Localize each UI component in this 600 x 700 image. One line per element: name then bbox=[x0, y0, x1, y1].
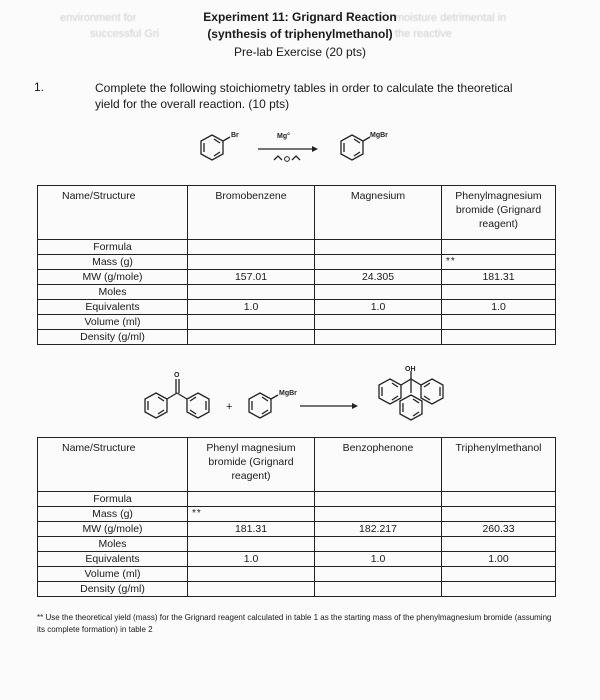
table2-col-benzophenone: Benzophenone bbox=[315, 438, 442, 492]
table-cell[interactable] bbox=[188, 285, 315, 300]
table-cell: 1.0 bbox=[188, 552, 315, 567]
table-cell: 157.01 bbox=[188, 270, 315, 285]
table-cell[interactable] bbox=[315, 537, 442, 552]
table2-col-triphenylmethanol: Triphenylmethanol bbox=[442, 438, 556, 492]
table-cell[interactable] bbox=[188, 492, 315, 507]
table1-corner-cell: Name/Structure bbox=[38, 186, 188, 240]
row-label: Moles bbox=[38, 537, 188, 552]
table-cell[interactable] bbox=[188, 240, 315, 255]
footnote-marker-cell[interactable]: ** bbox=[188, 507, 315, 522]
bleed-through-text-2: moisture detrimental in bbox=[395, 12, 507, 24]
table1-col-grignard: Phenylmagnesium bromide (Grignard reagent) bbox=[442, 186, 556, 240]
table-row bbox=[38, 240, 556, 255]
table2-header-row bbox=[38, 438, 556, 492]
hydroxyl-label: OH bbox=[405, 366, 416, 373]
table-cell[interactable] bbox=[442, 507, 556, 522]
row-label: Formula bbox=[38, 240, 188, 255]
table-row bbox=[38, 270, 556, 285]
row-label: Volume (ml) bbox=[38, 567, 188, 582]
question-text: Complete the following stoichiometry tables in order to calculate the theoretical yield for the overall reaction. (10 pts) bbox=[95, 81, 513, 111]
table-cell[interactable] bbox=[315, 285, 442, 300]
table-cell: 1.0 bbox=[315, 300, 442, 315]
stoichiometry-table-1 bbox=[37, 185, 556, 345]
table-row bbox=[38, 567, 556, 582]
table-cell[interactable] bbox=[315, 315, 442, 330]
bleed-through-text-1: environment for bbox=[60, 12, 137, 24]
table-cell: 24.305 bbox=[315, 270, 442, 285]
row-label: Density (g/ml) bbox=[38, 330, 188, 345]
table-cell: 1.0 bbox=[188, 300, 315, 315]
table-row bbox=[38, 255, 556, 270]
benzophenone-structure bbox=[145, 379, 209, 418]
table-cell[interactable] bbox=[442, 492, 556, 507]
table-cell[interactable] bbox=[188, 582, 315, 597]
table-cell[interactable] bbox=[442, 285, 556, 300]
row-label: MW (g/mole) bbox=[38, 522, 188, 537]
row-label: Mass (g) bbox=[38, 255, 188, 270]
experiment-subtitle: (synthesis of triphenylmethanol) bbox=[207, 27, 393, 41]
table-cell[interactable] bbox=[442, 582, 556, 597]
row-label: Equivalents bbox=[38, 552, 188, 567]
reaction-scheme-1 bbox=[190, 125, 420, 175]
table-row bbox=[38, 522, 556, 537]
exercise-label: Pre-lab Exercise (20 pts) bbox=[233, 45, 367, 59]
table-cell: 181.31 bbox=[442, 270, 556, 285]
table-cell[interactable] bbox=[442, 240, 556, 255]
ether-right-bond bbox=[292, 156, 300, 160]
row-label: Equivalents bbox=[38, 300, 188, 315]
table1-col-bromobenzene: Bromobenzene bbox=[188, 186, 315, 240]
table-cell[interactable] bbox=[188, 315, 315, 330]
table-row bbox=[38, 537, 556, 552]
bromine-label: Br bbox=[231, 132, 239, 139]
table-cell: 260.33 bbox=[442, 522, 556, 537]
table-cell[interactable] bbox=[188, 537, 315, 552]
magnesium-reagent-label: Mg° bbox=[277, 133, 290, 140]
table1-header-row bbox=[38, 186, 556, 240]
table-cell: 1.0 bbox=[315, 552, 442, 567]
bleed-through-text-3: successful Gri bbox=[90, 28, 160, 40]
mgbr-label: MgBr bbox=[370, 132, 388, 139]
table-row bbox=[38, 285, 556, 300]
table-row bbox=[38, 315, 556, 330]
table-row bbox=[38, 582, 556, 597]
ether-left-bond bbox=[274, 156, 282, 160]
plus-sign: + bbox=[226, 401, 233, 413]
row-label: Density (g/ml) bbox=[38, 582, 188, 597]
table-cell[interactable] bbox=[442, 537, 556, 552]
table-cell[interactable] bbox=[315, 330, 442, 345]
table-cell: 1.00 bbox=[442, 552, 556, 567]
experiment-title: Experiment 11: Grignard Reaction bbox=[203, 10, 397, 24]
table2-col-grignard: Phenyl magnesium bromide (Grignard reagent) bbox=[188, 438, 315, 492]
carbonyl-oxygen-label: O bbox=[174, 372, 180, 379]
footnote-marker-cell[interactable]: ** bbox=[442, 255, 556, 270]
table-cell[interactable] bbox=[315, 582, 442, 597]
row-label: Moles bbox=[38, 285, 188, 300]
row-label: Mass (g) bbox=[38, 507, 188, 522]
mgbr-label-2: MgBr bbox=[279, 390, 297, 397]
table2-corner-cell: Name/Structure bbox=[38, 438, 188, 492]
table-cell[interactable] bbox=[315, 507, 442, 522]
table-row bbox=[38, 300, 556, 315]
table-row bbox=[38, 492, 556, 507]
table1-col-magnesium: Magnesium bbox=[315, 186, 442, 240]
table-cell[interactable] bbox=[315, 255, 442, 270]
bleed-through-text-4: the reactive bbox=[395, 28, 452, 40]
triphenylmethanol-structure bbox=[379, 371, 443, 420]
table-row bbox=[38, 507, 556, 522]
footnote: ** Use the theoretical yield (mass) for the Grignard reagent calculated in table 1 as the starting mass of the phenylmagnesium bromide (assuming its complete formation) in table 2 bbox=[37, 613, 552, 634]
table-cell[interactable] bbox=[315, 492, 442, 507]
question-number: 1. bbox=[34, 80, 45, 94]
stoichiometry-table-2 bbox=[37, 437, 556, 597]
table-cell[interactable] bbox=[188, 330, 315, 345]
row-label: Formula bbox=[38, 492, 188, 507]
table-cell: 182.217 bbox=[315, 522, 442, 537]
table-cell[interactable] bbox=[442, 330, 556, 345]
table-cell[interactable] bbox=[442, 315, 556, 330]
table-cell[interactable] bbox=[442, 567, 556, 582]
phenylmagnesium-bromide-structure bbox=[341, 135, 370, 160]
table-row bbox=[38, 330, 556, 345]
table-cell: 181.31 bbox=[188, 522, 315, 537]
table-cell: 1.0 bbox=[442, 300, 556, 315]
table-cell[interactable] bbox=[315, 567, 442, 582]
table-cell[interactable] bbox=[188, 255, 315, 270]
table-row bbox=[38, 552, 556, 567]
phenylmagnesium-bromide-structure-2 bbox=[249, 393, 278, 418]
ether-oxygen-icon bbox=[285, 157, 290, 162]
row-label: MW (g/mole) bbox=[38, 270, 188, 285]
table-cell[interactable] bbox=[315, 240, 442, 255]
row-label: Volume (ml) bbox=[38, 315, 188, 330]
bromobenzene-structure bbox=[201, 135, 230, 160]
table-cell[interactable] bbox=[188, 567, 315, 582]
reaction-scheme-2 bbox=[140, 365, 460, 435]
